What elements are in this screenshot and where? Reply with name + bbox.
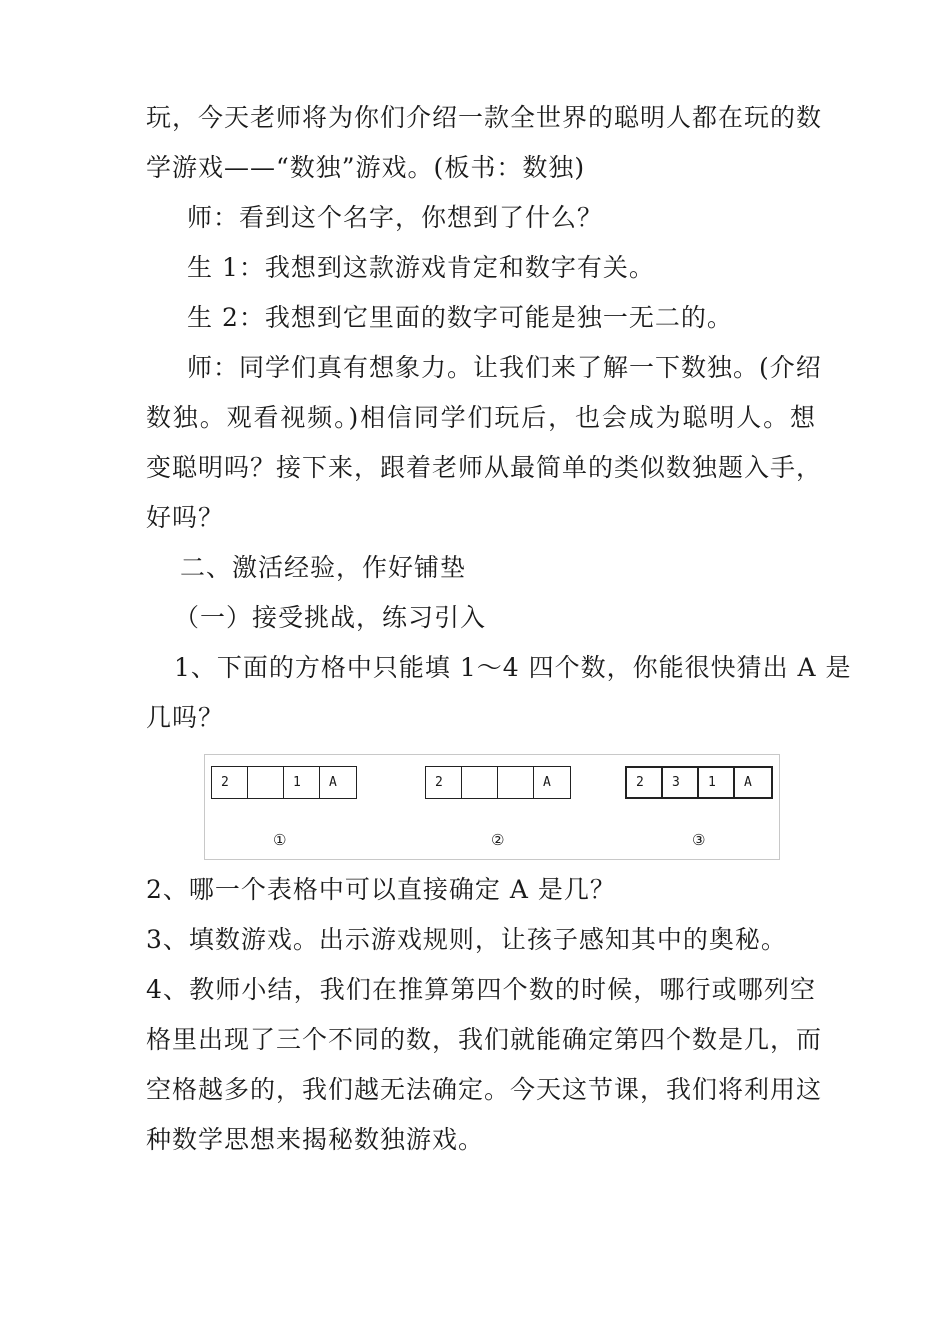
grid-cell: A: [744, 775, 752, 790]
grid-cell: 2: [627, 768, 663, 797]
grid-cell: 3: [663, 768, 699, 797]
paragraph-line: 格里出现了三个不同的数，我们就能确定第四个数是几，而: [146, 1025, 823, 1054]
number-grid-2: [425, 766, 571, 799]
paragraph-line: 学游戏——“数独”游戏。(板书：数独): [146, 153, 586, 182]
paragraph-line: 空格越多的，我们越无法确定。今天这节课，我们将利用这: [146, 1075, 823, 1104]
section-heading: 二、激活经验，作好铺垫: [180, 553, 467, 582]
grid-cell: [248, 767, 284, 798]
dialogue-line: 师：同学们真有想象力。让我们来了解一下数独。(介绍: [187, 353, 822, 382]
paragraph-line: 种数学思想来揭秘数独游戏。: [146, 1125, 485, 1154]
question-line: 1、下面的方格中只能填 1～4 四个数，你能很快猜出 A 是: [174, 653, 852, 682]
grid-figure: [204, 754, 780, 860]
paragraph-line: 4、教师小结，我们在推算第四个数的时候，哪行或哪列空: [146, 975, 816, 1004]
grid-cell: [498, 767, 534, 798]
paragraph-line: 好吗？: [146, 503, 225, 532]
number-grid-3: [625, 766, 773, 799]
grid-cell: A: [329, 775, 337, 790]
grid-label: ②: [491, 831, 505, 849]
dialogue-line: 师：看到这个名字，你想到了什么？: [187, 203, 604, 232]
paragraph-line: 变聪明吗？接下来，跟着老师从最简单的类似数独题入手，: [146, 453, 823, 482]
dialogue-line: 生 1：我想到这款游戏肯定和数字有关。: [187, 253, 655, 282]
paragraph-line: 玩，今天老师将为你们介绍一款全世界的聪明人都在玩的数: [146, 103, 823, 132]
question-line: 2、哪一个表格中可以直接确定 A 是几？: [146, 875, 616, 904]
question-line: 几吗？: [146, 703, 225, 732]
grid-cell: 2: [426, 767, 462, 798]
dialogue-line: 生 2：我想到它里面的数字可能是独一无二的。: [187, 303, 733, 332]
grid-label: ①: [273, 831, 287, 849]
grid-label: ③: [692, 831, 706, 849]
question-line: 3、填数游戏。出示游戏规则，让孩子感知其中的奥秘。: [146, 925, 787, 954]
number-grid-1: [211, 766, 357, 799]
grid-cell: A: [543, 775, 551, 790]
paragraph-line: 数独。观看视频。)相信同学们玩后，也会成为聪明人。想: [146, 403, 816, 432]
grid-cell: 1: [699, 768, 735, 797]
grid-cell: [462, 767, 498, 798]
grid-cell: 1: [284, 767, 320, 798]
grid-cell: 2: [212, 767, 248, 798]
subsection-heading: （一）接受挑战，练习引入: [174, 603, 487, 632]
